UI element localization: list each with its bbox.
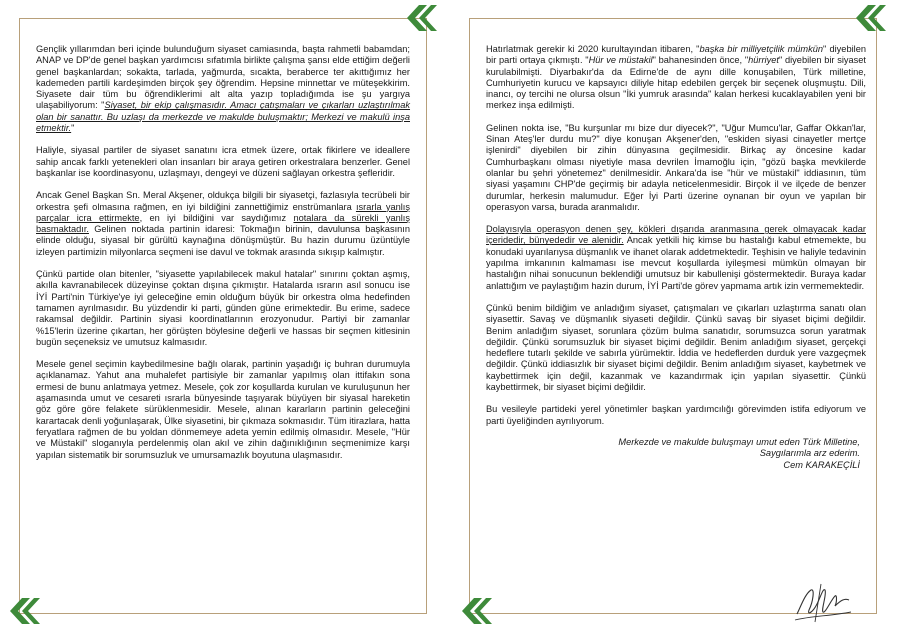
- paragraph: Çünkü benim bildiğim ve anladığım siyaset, çatışmaları ve çıkarları uzlaştırma sanatı olan siyasettir. Savaş ve düşmanlık siyaseti değildir. Çünkü savaş bir siyaset biçimi değildir. Benim anladığım siyaset, sorunlara çözüm bulma sanatıdır, sorumsuzca sorun yaratmak değildir. Çünkü sorumsuzluk bir siyaset biçimi değildir. Benim anladığım siyaset, gerçekçi hedeflere tutarlı şekilde ve sabırla yürümektir. İddia ve hedeflerden durduk yere vazgeçmek değildir. Çünkü iddiasızlık bir siyaset biçimi değildir. Benim anladığım siyaset, kaybetmek ve kaybettirmek için değil, kazanmak ve kazandırmak için yapılan siyasettir. Çünkü kaybettirmek, bir siyaset biçimi değildir.: [486, 302, 866, 393]
- closing-block: [486, 437, 866, 471]
- underlined-phrase: ısrarla yanlış parçalar icra ettirmekte: [36, 201, 411, 223]
- underlined-phrase: notalara da sürekli yanlış basmaktadır.: [36, 212, 410, 235]
- party-emblem-icon: [405, 5, 437, 31]
- paragraph: Gelinen nokta ise, "Bu kurşunlar mı bize dur diyecek?", "Uğur Mumcu'lar, Gaffar Okkan'lar, Sinan Ateş'ler durdu mu?" diye konuşan Akşener'den, "eskiden siyasi cinayetler mertçe işlenirdi" diyebilen bir zihin dünyasına geçilmesidir. Birkaç ay öncesine kadar Cumhurbaşkanı olması niyetiyle masa devrilen İmamoğlu için, "gözü başka mevkilerde olanlar bu şehri yönetemez" denilmesidir. Ankara'da ise "hür ve müstakil" iddiasının, tüm siyasi yaşamını CHP'de geçirmiş bir adayla neticelenmesidir. Birçok il ve ilçede de benzer durumlar, herkesin malumudur. Eğer İyi Parti üzerine oynanan bir oyun ve yapılan bir operasyon varsa, burada aranmalıdır.: [486, 122, 866, 212]
- letter-body-right: [486, 44, 866, 471]
- paragraph: Gençlik yıllarımdan beri içinde bulunduğum siyaset camiasında, başta rahmetli babamdan; ANAP ve DP'de genel başkan yardımcısı sıfatımla birlikte çalışma şansı elde ettiğim değerli genel başkanlardan; sokakta, tarlada, yağmurda, sıcakta, beraberce ter akıttığımız her kademeden partili kardeşimden birçok şey öğrendim. Hepsine minnettar ve müteşekkirim. Siyasete dair tüm bu öğrendiklerimi alt alta yazıp topladığımda ise şu yargıya ulaşabiliyorum: "Siyaset, bir ekip çalışmasıdır. Amacı çatışmaları ve çıkarları uzlaştırılmak olan bir sanattır. Bu uzlaşı da merkezde ve makulde buluşmaktır; Merkezi ve makulü inşa etmektir.": [36, 44, 411, 134]
- paragraph: Ancak Genel Başkan Sn. Meral Akşener, oldukça bilgili bir siyasetçi, fazlasıyla tecrübeli bir orkestra şefi olmasına rağmen, en iyi bildiğini zannettiğimiz enstrümanlara ısrarla yanlış parçalar icra ettirmekte, en iyi bildiğini var saydığımız notalara da sürekli yanlış basmaktadır. Gelinen noktada partinin idaresi: Tokmağın birinin, davulunsa başkasının elinde olduğu, siyasal bir gürültü kaynağına dönüşmüştür. Bu hazin durumu üzüntüyle izleyen partimizin milyonlarca seçmeni ise davul ve tokmak arasında sıkışıp kalmıştır.: [36, 190, 411, 257]
- closing-salutation: Merkezde ve makulde buluşmayı umut eden Türk Milletine,: [618, 436, 860, 447]
- paragraph: Çünkü partide olan bitenler, "siyasette yapılabilecek makul hatalar" sınırını çoktan aşmış, akılla kavranabilecek düzeyinse çoktan dışına çıkmıştır. Hatalarda ısrarın asıl sonucu ise İYİ Parti'nin Türkiye'ye iyi geleceğine emin olduğum büyük bir orkestra olma hedefinden tamamen ayrılmasıdır. Bu yüzdendir ki parti, günden güne erimektedir. Bu erime, sadece rakamsal değildir. Partinin siyasi koordinatlarının erozyonudur. Partiyi bir zamanlar %15'lerin üzerine çıkartan, her görüşten böylesine değerli ve hassas bir seçmen kitlesinin bugün seçeneksiz ve umutsuz kalmasıdır.: [36, 269, 410, 347]
- signature: [791, 576, 853, 626]
- emphasis-quote: Siyaset, bir ekip çalışmasıdır. Amacı çatışmaları ve çıkarları uzlaştırılmak olan bir sanattır. Bu uzlaşı da merkezde ve makulde buluşmaktır; Merkezi ve makulü inşa etmektir.: [36, 100, 411, 134]
- paragraph: Haliyle, siyasal partiler de siyaset sanatını icra etmek üzere, ortak fikirlere ve ideallere sahip ancak farklı yetenekleri olan insanları bir araya getiren orkestralara benzerler. Genel başkanlar ise koordinasyonu, uzlaşmayı, dengeyi ve düzeni sağlayan orkestra şefleridir.: [36, 145, 410, 178]
- paragraph: Bu vesileyle partideki yerel yönetimler başkan yardımcılığı görevimden istifa ediyorum ve parti üyeliğinden ayrılıyorum.: [486, 404, 866, 426]
- paragraph: Hatırlatmak gerekir ki 2020 kurultayından itibaren, "başka bir milliyetçilik mümkün" diyebilen bir parti ortaya çıkmıştı. "Hür ve müstakil" bahanesinden önce, "hürriyet" diyebilen bir siyaset kurulabilmişti. Diyarbakır'da da Edirne'de de aynı dille konuşabilen, Türk milletine, Cumhuriyetin kurucu ve kapsayıcı diliyle hitap edebilen gerçek bir seçenek oluşmuştu. Dili, inancı, oy tercihi ne olursa olsun "İki yumruk arasında" kalan herkesi kucaklayabilen yeni bir merkez inşa edilmişti.: [486, 44, 866, 111]
- paragraph: Mesele genel seçimin kaybedilmesine bağlı olarak, partinin yaşadığı iç buhran durumuyla açıklanamaz. Yahut ana muhalefet partisiyle bir zamanlar yapılmış olan ittifakın sona ermesi de bunu anlatmaya yetmez. Mesele, çok zor koşullarda kurulan ve kuruluşunun her aşamasında umut ve cesareti ısrarla bünyesinde taşıyarak büyüyen bir siyasal hareketin göz göre göre felakete sürüklenmesidir. Mesele, alınan kararların partinin geleceğini karartacak denli yoğunlaşarak, Ülke siyasetini, bir çıkmaza sokmasıdır. Tüm itirazlara, hatta feryatlara rağmen de bu yoldan dönmemeye adeta yemin edilmiş olmasıdır. Mesele, "Hür ve Müstakil" sloganıyla perdelenmiş olan akıl ve zihin dağınıklığının seçmenimize karşı yapılan sistematik bir sorumsuzluk ve umursamazlık boyutuna ulaşmasıdır.: [36, 359, 410, 460]
- right-page: [450, 0, 900, 633]
- signatory-name: Cem KARAKEÇİLİ: [783, 459, 860, 470]
- party-emblem-icon: [854, 5, 886, 31]
- closing-regards: Saygılarımla arz ederim.: [759, 448, 860, 459]
- underlined-phrase: Dolayısıyla operasyon denen şey, kökleri dışarıda aranmasına gerek olmayacak kadar içeridedir, bünyededir ve alenidir.: [486, 224, 866, 246]
- letter-body-left: [36, 44, 410, 472]
- party-emblem-icon: [460, 598, 492, 624]
- paragraph: Dolayısıyla operasyon denen şey, kökleri dışarıda aranmasına gerek olmayacak kadar içeridedir, bünyededir ve alenidir. Ancak yetkili hiç kimse bu hastalığı kabul etmemekte, bu konudaki uyarılarıysa düşmanlık ve ihanet olarak addetmektedir. Teşhisin ve haliyle tedavinin yapılma imkanının kalmaması ise mevcut koşullarda iyileşmesi mümkün olmayan bir hastalığın nihai sonucunun beklendiği umutsuz bir kabullenişi göstermektedir. Buraya kadar anlattığım ve paylaştığım hazin durum, İYİ Parti'de görev yapmama artık izin vermemektedir.: [486, 224, 866, 291]
- party-emblem-icon: [8, 598, 40, 624]
